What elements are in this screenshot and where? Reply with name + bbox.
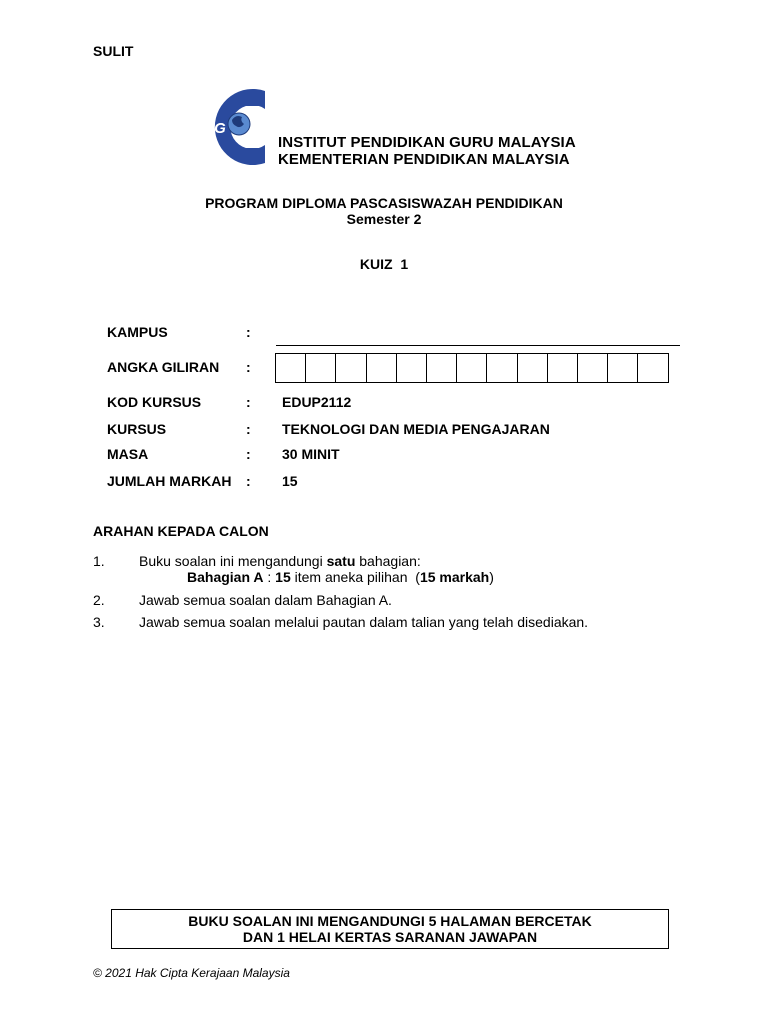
angka-giliran-boxes[interactable] — [275, 353, 669, 383]
angka-giliran-digit-box[interactable] — [487, 354, 517, 382]
masa-label: MASA — [107, 446, 149, 462]
angka-giliran-digit-box[interactable] — [306, 354, 336, 382]
instruction-text: Buku soalan ini mengandungi satu bahagian: — [139, 553, 421, 569]
page-count-notice — [111, 909, 669, 949]
program-title: PROGRAM DIPLOMA PASCASISWAZAH PENDIDIKAN — [205, 195, 563, 211]
kampus-colon: : — [246, 324, 251, 340]
kod-kursus-label: KOD KURSUS — [107, 394, 202, 410]
jumlah-markah-colon: : — [246, 473, 251, 489]
kursus-colon: : — [246, 421, 251, 437]
angka-giliran-digit-box[interactable] — [518, 354, 548, 382]
kod-kursus-value: EDUP2112 — [282, 394, 352, 410]
angka-giliran-digit-box[interactable] — [457, 354, 487, 382]
classification-label: SULIT — [93, 43, 134, 59]
angka-giliran-digit-box[interactable] — [608, 354, 638, 382]
angka-giliran-digit-box[interactable] — [397, 354, 427, 382]
institution-name: INSTITUT PENDIDIKAN GURU MALAYSIA — [278, 134, 576, 151]
jumlah-markah-label: JUMLAH MARKAH — [107, 473, 232, 489]
angka-giliran-digit-box[interactable] — [427, 354, 457, 382]
logo-text: IPG — [200, 120, 226, 137]
instructions-heading: ARAHAN KEPADA CALON — [93, 523, 269, 539]
masa-value: 30 MINIT — [282, 446, 340, 462]
instruction-number: 2. — [93, 592, 105, 608]
kursus-label: KURSUS — [107, 421, 167, 437]
kampus-input-line[interactable] — [276, 345, 680, 346]
instruction-subtext: Bahagian A : 15 item aneka pilihan (15 markah) — [187, 569, 494, 585]
instruction-number: 3. — [93, 614, 105, 630]
kampus-label: KAMPUS — [107, 324, 168, 340]
angka-giliran-digit-box[interactable] — [548, 354, 578, 382]
angka-giliran-colon: : — [246, 359, 251, 375]
ipg-logo — [197, 87, 269, 167]
ministry-name: KEMENTERIAN PENDIDIKAN MALAYSIA — [278, 151, 570, 168]
angka-giliran-label: ANGKA GILIRAN — [107, 359, 220, 375]
instruction-text: Jawab semua soalan melalui pautan dalam talian yang telah disediakan. — [139, 614, 589, 630]
copyright-notice: © 2021 Hak Cipta Kerajaan Malaysia — [93, 966, 290, 980]
quiz-title: KUIZ 1 — [359, 256, 409, 272]
instruction-text: Jawab semua soalan dalam Bahagian A. — [139, 592, 392, 608]
kursus-value: TEKNOLOGI DAN MEDIA PENGAJARAN — [282, 421, 550, 437]
angka-giliran-digit-box[interactable] — [367, 354, 397, 382]
angka-giliran-digit-box[interactable] — [336, 354, 366, 382]
page-count-line2: DAN 1 HELAI KERTAS SARANAN JAWAPAN — [242, 929, 538, 945]
angka-giliran-digit-box[interactable] — [276, 354, 306, 382]
kod-kursus-colon: : — [246, 394, 251, 410]
masa-colon: : — [246, 446, 251, 462]
semester-label: Semester 2 — [346, 211, 422, 227]
instruction-number: 1. — [93, 553, 105, 569]
angka-giliran-digit-box[interactable] — [638, 354, 668, 382]
page-count-line1: BUKU SOALAN INI MENGANDUNGI 5 HALAMAN BERCETAK — [188, 913, 592, 929]
jumlah-markah-value: 15 — [282, 473, 298, 489]
angka-giliran-digit-box[interactable] — [578, 354, 608, 382]
